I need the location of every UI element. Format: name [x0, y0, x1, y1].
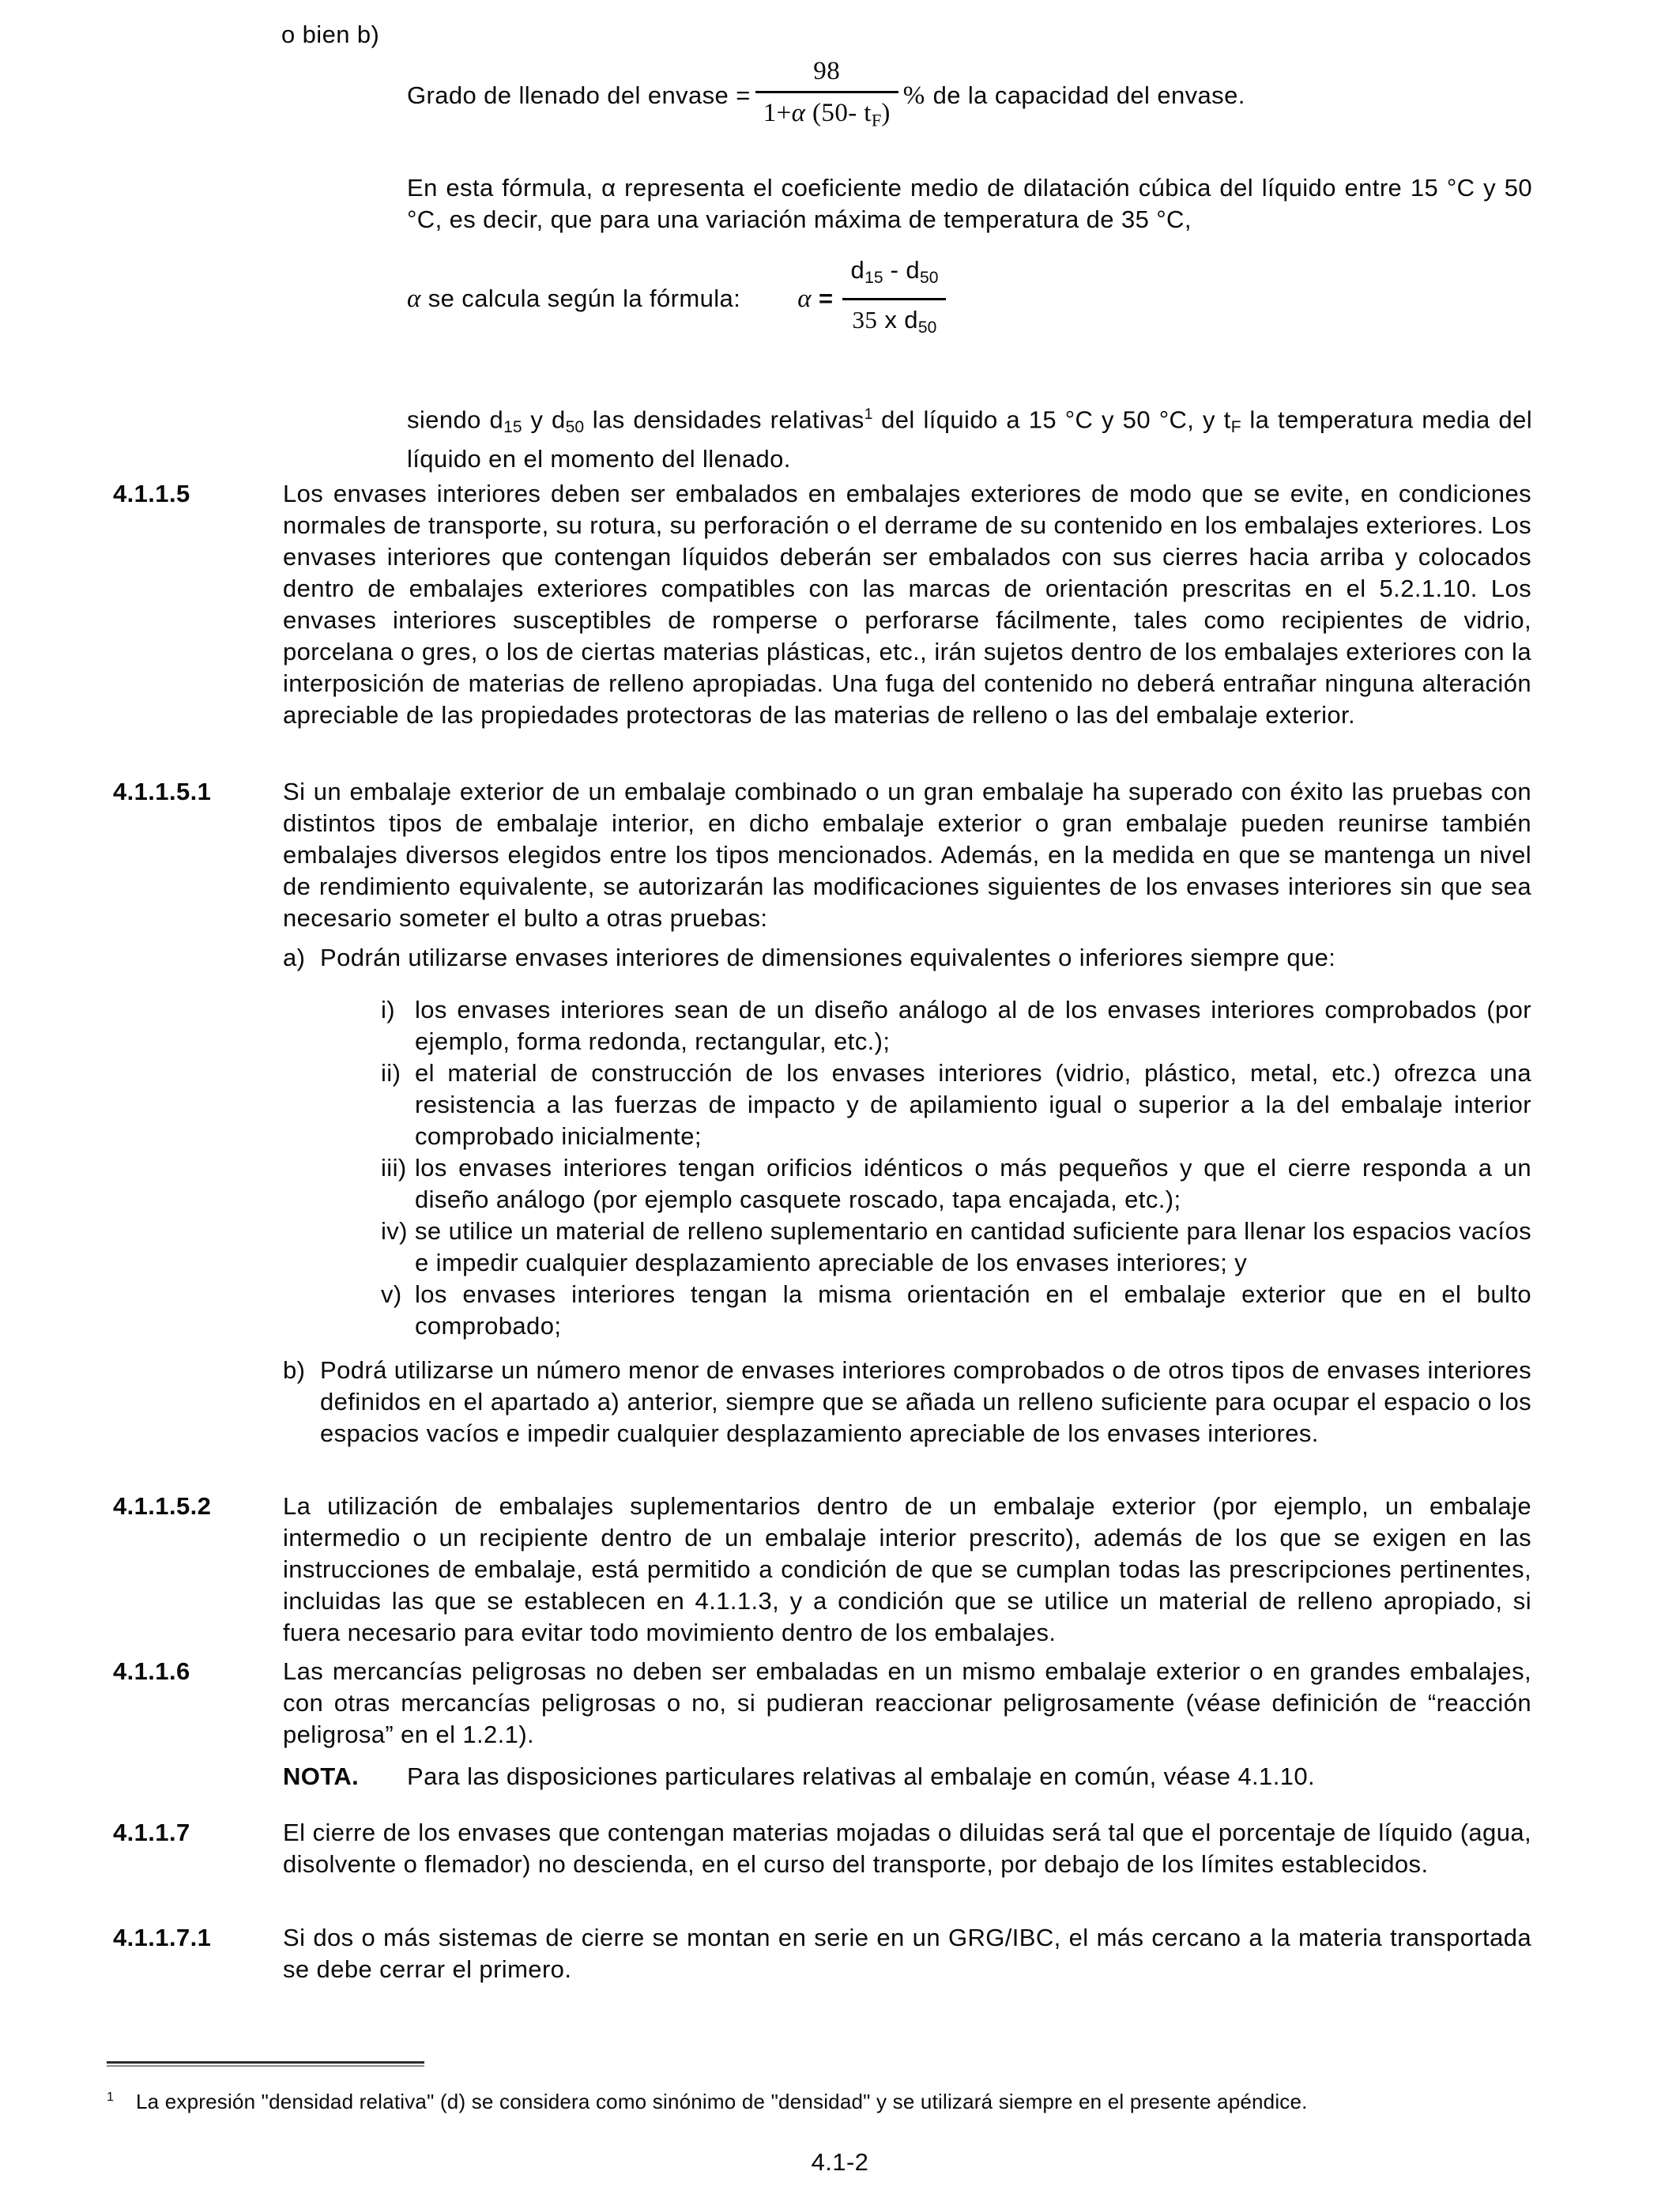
paragraph-4-1-1-7: El cierre de los envases que contengan materias mojadas o diluidas será tal que el porcentaje de líquido (agua, disolvente o flemador) no descienda, en el curso del transporte, por debajo de los límites establecidos. — [283, 1819, 1531, 1878]
paragraph-formula-explanation: En esta fórmula, α representa el coeficiente medio de dilatación cúbica del líquido entre 15 °C y 50 °C, es decir, que para una variación máxima de temperatura de 35 °C, — [407, 174, 1532, 233]
section-number-4-1-1-5-1: 4.1.1.5.1 — [113, 778, 212, 805]
list-item-iii-text: los envases interiores tengan orificios idénticos o más pequeños y que el cierre responda a un diseño análogo (por ejemplo casquete roscado, tapa encajada, etc.); — [415, 1154, 1531, 1213]
footnote-reference: 1 — [864, 406, 873, 423]
paragraph-4-1-1-5-2: La utilización de embalajes suplementarios dentro de un embalaje exterior (por ejemplo, un embalaje intermedio o un recipiente dentro de un embalaje interior prescrito), además de los que se exigen en las instrucciones de embalaje, está permitido a condición de que se cumplan todas las prescripciones pertinentes, incluidas las que se establecen en 4.1.1.3, y a condición que se utilice un material de relleno apropiado, si fuera necesario para evitar todo movimiento dentro de los embalajes. — [283, 1492, 1531, 1646]
paragraph-4-1-1-6: Las mercancías peligrosas no deben ser embaladas en un mismo embalaje exterior o en grandes embalajes, con otras mercancías peligrosas o no, si pudieran reaccionar peligrosamente (véase definición de “reacción peligrosa” en el 1.2.1). — [283, 1657, 1531, 1748]
nota-label: NOTA. — [283, 1762, 360, 1790]
list-item-ii-marker: ii) — [381, 1059, 401, 1087]
list-item-iii-marker: iii) — [381, 1154, 407, 1182]
page-number: 4.1-2 — [811, 2148, 869, 2176]
fraction — [755, 55, 898, 136]
section-number-4-1-1-6: 4.1.1.6 — [113, 1657, 190, 1685]
fraction — [842, 254, 946, 344]
list-item-iv-text: se utilice un material de relleno suplementario en cantidad suficiente para llenar los espacios vacíos e impedir cualquier desplazamiento apreciable de los envases interiores; y — [415, 1217, 1531, 1276]
percent-sign: % — [902, 81, 925, 111]
fraction-numerator: $d_{15} - d_{50}$ — [842, 254, 946, 300]
list-item-i-marker: i) — [381, 996, 396, 1023]
fraction-denominator: 1+α (50- $t_F$) — [763, 99, 891, 130]
formula-degree-of-filling — [407, 55, 1245, 136]
formula-alpha — [407, 254, 946, 344]
paragraph-4-1-1-7-1: Si dos o más sistemas de cierre se montan en serie en un GRG/IBC, el más cercano a la materia transportada se debe cerrar el primero. — [283, 1924, 1531, 1983]
footnote-separator — [107, 2061, 424, 2067]
intro-label: o bien b) — [281, 21, 380, 48]
list-item-b-marker: b) — [283, 1356, 306, 1384]
formula-alpha-label: α se calcula según la fórmula: — [407, 285, 741, 314]
list-item-a-marker: a) — [283, 944, 306, 971]
fraction-denominator: 35 x $d_{50}$ — [852, 305, 937, 337]
nota-text: Para las disposiciones particulares relativas al embalaje en común, véase 4.1.10. — [407, 1762, 1316, 1790]
list-item-i-text: los envases interiores sean de un diseño análogo al de los envases interiores comprobados (por ejemplo, forma redonda, rectangular, etc.); — [415, 996, 1531, 1055]
section-number-4-1-1-7: 4.1.1.7 — [113, 1819, 190, 1846]
list-item-b-text: Podrá utilizarse un número menor de envases interiores comprobados o de otros tipos de envases interiores definidos en el apartado a) anterior, siempre que se añada un relleno suficiente para ocupar el espacio o los espacios vacíos e impedir cualquier desplazamiento apreciable de los envases interiores. — [320, 1356, 1531, 1447]
footnote-marker: 1 — [107, 2090, 114, 2104]
section-number-4-1-1-5-2: 4.1.1.5.2 — [113, 1492, 212, 1520]
list-item-a-text: Podrán utilizarse envases interiores de dimensiones equivalentes o inferiores siempre que: — [320, 944, 1336, 971]
section-number-4-1-1-5: 4.1.1.5 — [113, 480, 190, 507]
footnote — [107, 2083, 1545, 2115]
paragraph-siendo: siendo $d_{15}$ y $d_{50}$ las densidades relativas$^1$ del líquido a 15 °C y 50 °C, y $t_F$ la temperatura media del líquido en el momento del llenado. — [407, 405, 1532, 473]
list-item-iv-marker: iv) — [381, 1217, 408, 1245]
section-number-4-1-1-7-1: 4.1.1.7.1 — [113, 1924, 212, 1951]
formula-alpha-lhs: α = — [797, 285, 834, 314]
list-item-v-marker: v) — [381, 1280, 402, 1308]
formula-tail: de la capacidad del envase. — [932, 81, 1245, 110]
footnote-text: La expresión "densidad relativa" (d) se considera como sinónimo de "densidad" y se utilizará siempre en el presente apéndice. — [135, 2089, 1308, 2113]
fraction-numerator: 98 — [755, 55, 898, 93]
list-item-v-text: los envases interiores tengan la misma orientación en el embalaje exterior que en el bulto comprobado; — [415, 1280, 1531, 1340]
formula-label: Grado de llenado del envase = — [407, 81, 751, 110]
paragraph-4-1-1-5-1: Si un embalaje exterior de un embalaje combinado o un gran embalaje ha superado con éxito las pruebas con distintos tipos de embalaje interior, en dicho embalaje exterior o gran embalaje pueden reunirse también embalajes diversos elegidos entre los tipos mencionados. Además, en la medida en que se mantenga un nivel de rendimiento equivalente, se autorizarán las modificaciones siguientes de los envases interiores sin que sea necesario someter el bulto a otras pruebas: — [283, 778, 1531, 932]
list-item-ii-text: el material de construcción de los envases interiores (vidrio, plástico, metal, etc.) ofrezca una resistencia a las fuerzas de impacto y de apilamiento igual o superior a la del embalaje interior comprobado inicialmente; — [415, 1059, 1531, 1150]
paragraph-4-1-1-5: Los envases interiores deben ser embalados en embalajes exteriores de modo que se evite, en condiciones normales de transporte, su rotura, su perforación o el derrame de su contenido en los embalajes exteriores. Los envases interiores que contengan líquidos deberán ser embalados con sus cierres hacia arriba y colocados dentro de embalajes exteriores compatibles con las marcas de orientación prescritas en el 5.2.1.10. Los envases interiores susceptibles de romperse o perforarse fácilmente, tales como recipientes de vidrio, porcelana o gres, o los de ciertas materias plásticas, etc., irán sujetos dentro de los embalajes exteriores con la interposición de materias de relleno apropiadas. Una fuga del contenido no deberá entrañar ninguna alteración apreciable de las propiedades protectoras de las materias de relleno o las del embalaje exterior. — [283, 480, 1531, 729]
